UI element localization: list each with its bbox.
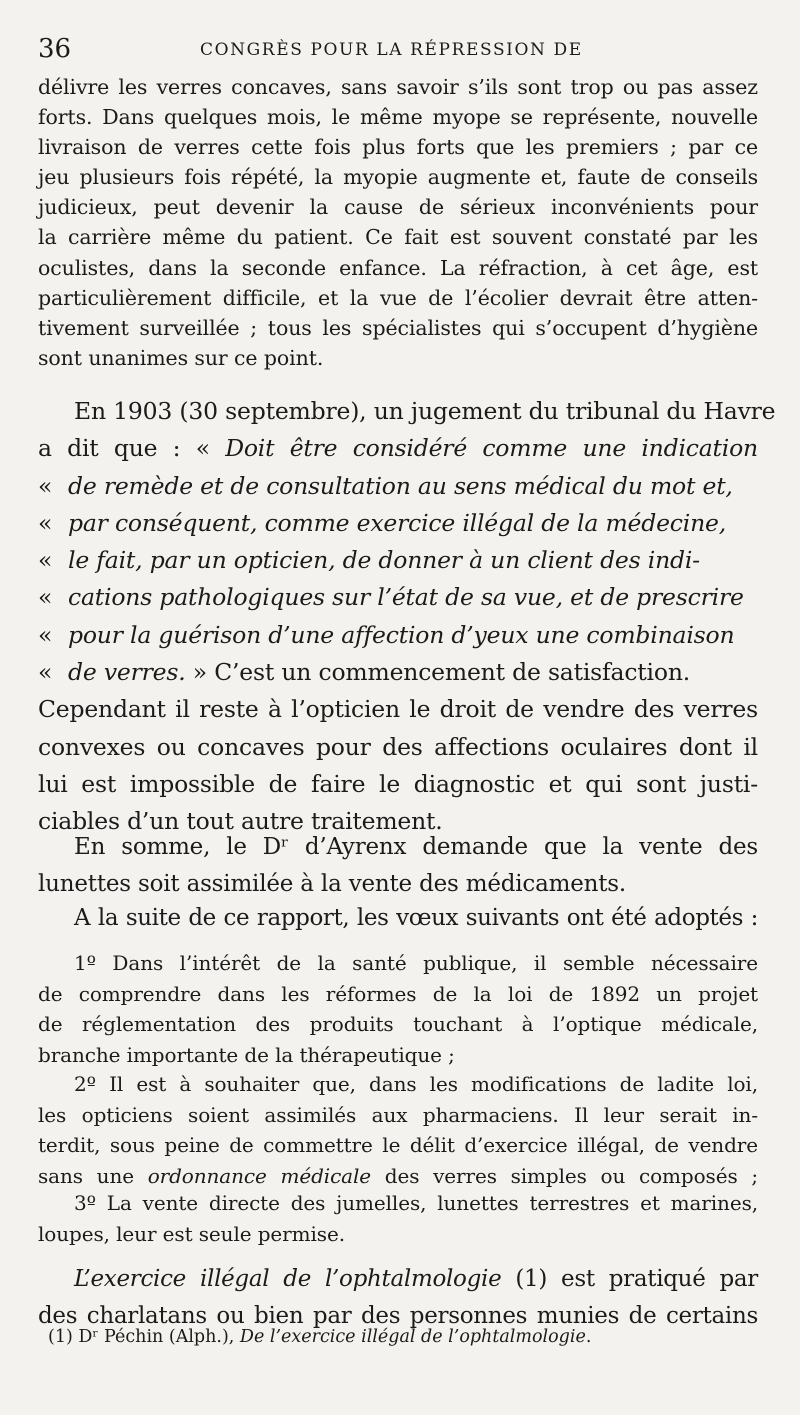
- text-line: les opticiens soient assimilés aux pharmaciens. Il leur serait in-: [38, 1102, 758, 1127]
- italic-span: ordonnance médicale: [147, 1163, 372, 1188]
- guillemet: «: [38, 508, 53, 537]
- text-span: sans une: [38, 1163, 148, 1188]
- text-line: oculistes, dans la seconde enfance. La réfraction, à cet âge, est: [38, 255, 758, 280]
- quote-line: [38, 542, 758, 579]
- text-line: des charlatans ou bien par des personnes munies de certains: [38, 1303, 758, 1329]
- text-line: judicieux, peut devenir la cause de sérieux inconvénients pour: [38, 195, 758, 220]
- text-line: de réglementation des produits touchant à l’optique médicale,: [38, 1012, 758, 1036]
- quote-span: de verres.: [68, 658, 186, 687]
- page-header: [38, 34, 758, 64]
- text-line: convexes ou concaves pour des affections oculaires dont il: [38, 732, 758, 761]
- text-line: forts. Dans quelques mois, le même myope se représente, nouvelle: [38, 105, 758, 130]
- text-line: délivre les verres concaves, sans savoir s’ils sont trop ou pas assez: [38, 75, 758, 99]
- text-line: tivement surveillée ; tous les spécialistes qui s’occupent d’hygiène: [38, 315, 758, 340]
- resolution-2: [38, 1069, 758, 1191]
- text-line: 2º Il est à souhaiter que, dans les modifications de ladite loi,: [74, 1072, 758, 1096]
- guillemet: «: [38, 658, 53, 687]
- italic-span: L’exercice illégal de l’ophtalmologie: [74, 1266, 502, 1292]
- quote-span: pour la guérison d’une affection d’yeux une combinaison: [68, 620, 735, 649]
- quote-line: [38, 617, 758, 654]
- paragraph-myopia: [38, 72, 758, 373]
- quote-line: [38, 468, 758, 505]
- text-line: [38, 430, 758, 467]
- quote-span: le fait, par un opticien, de donner à un client des indi-: [68, 546, 700, 575]
- footnote-title: De l’exercice illégal de l’ophtalmologie: [239, 1327, 586, 1347]
- text-line: terdit, sous peine de commettre le délit d’exercice illégal, de vendre: [38, 1133, 758, 1157]
- text-line: lunettes soit assimilée à la vente des médicaments.: [38, 870, 627, 897]
- footnote-prefix: (1) Dʳ Péchin (Alph.),: [48, 1327, 240, 1347]
- quote-span: de remède et de consultation au sens médical du mot et,: [68, 471, 733, 500]
- footnote-suffix: .: [585, 1327, 592, 1347]
- page-number: 36: [38, 34, 72, 64]
- guillemet: «: [38, 583, 53, 612]
- text-line: [38, 1261, 758, 1298]
- text-line: de comprendre dans les réformes de la loi de 1892 un projet: [38, 981, 758, 1006]
- paragraph-summary: [38, 829, 758, 902]
- text-line: 1º Dans l’intérêt de la santé publique, il semble nécessaire: [74, 951, 758, 975]
- text-line: sont unanimes sur ce point.: [38, 345, 324, 370]
- text-span: » C’est un commencement de satisfaction.: [185, 658, 691, 687]
- text-line: 3º La vente directe des jumelles, lunettes terrestres et marines,: [74, 1191, 758, 1215]
- text-line: branche importante de la thérapeutique ;: [38, 1042, 455, 1067]
- text-line: ciables d’un tout autre traitement.: [38, 807, 443, 836]
- guillemet: «: [38, 546, 53, 575]
- resolution-1: [38, 948, 758, 1070]
- quote-line: [38, 654, 758, 691]
- quote-line: [38, 579, 758, 616]
- text-span: a dit que : «: [38, 434, 226, 463]
- paragraph-judgement: [38, 393, 776, 841]
- footnote: [48, 1324, 591, 1350]
- resolution-3: [38, 1188, 758, 1249]
- text-span: (1) est pratiqué par: [501, 1266, 758, 1292]
- text-line: loupes, leur est seule permise.: [38, 1221, 345, 1246]
- text-line: lui est impossible de faire le diagnostic et qui sont justi-: [38, 769, 758, 798]
- text-line: Cependant il reste à l’opticien le droit de vendre des verres: [38, 695, 758, 724]
- text-line: [38, 1161, 758, 1192]
- text-span: des verres simples ou composés ;: [371, 1163, 758, 1188]
- quote-span: cations pathologiques sur l’état de sa vue, et de prescrire: [68, 583, 744, 612]
- text-line: livraison de verres cette fois plus forts que les premiers ; par ce: [38, 135, 758, 160]
- text-line: A la suite de ce rapport, les vœux suivants ont été adoptés :: [74, 905, 758, 931]
- quote-span: par conséquent, comme exercice illégal de la médecine,: [68, 508, 726, 537]
- text-line: particulièrement difficile, et la vue de l’écolier devrait être atten-: [38, 285, 758, 310]
- paragraph-resolutions-intro: [38, 900, 758, 936]
- quote-line: [38, 505, 758, 542]
- guillemet: «: [38, 471, 53, 500]
- text-line: En 1903 (30 septembre), un jugement du tribunal du Havre: [74, 397, 776, 425]
- text-line: la carrière même du patient. Ce fait est souvent constaté par les: [38, 225, 758, 250]
- quote-span: Doit être considéré comme une indication: [225, 434, 758, 463]
- text-line: En somme, le Dʳ d’Ayrenx demande que la vente des: [74, 834, 758, 860]
- guillemet: «: [38, 620, 53, 649]
- text-line: jeu plusieurs fois répété, la myopie augmente et, faute de conseils: [38, 165, 758, 190]
- running-head: CONGRÈS POUR LA RÉPRESSION DE: [200, 40, 583, 60]
